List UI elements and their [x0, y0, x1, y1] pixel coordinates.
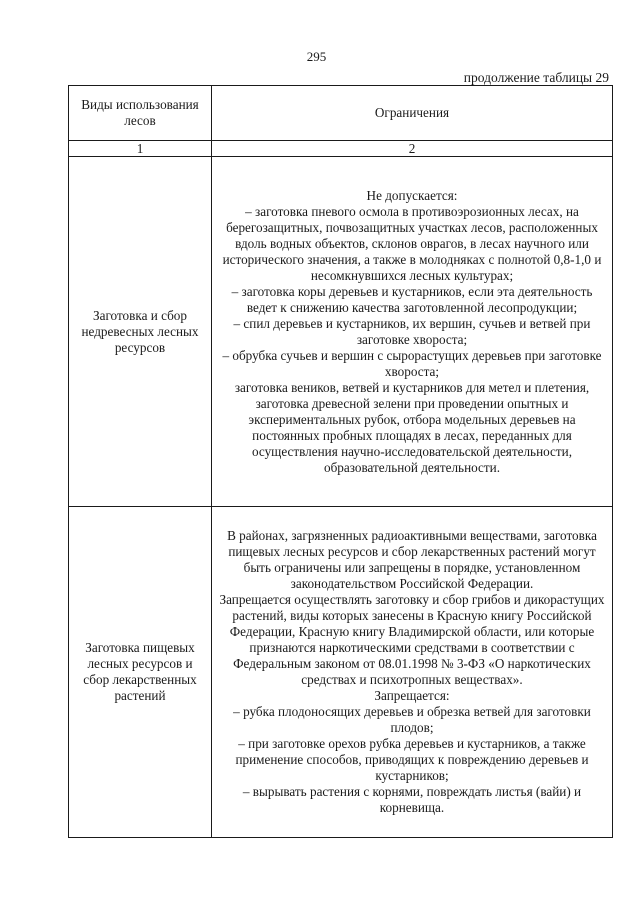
usage-type-cell	[69, 507, 212, 838]
restrictions-cell	[212, 157, 613, 507]
restriction-line: – спил деревьев и кустарников, их вершин, сучьев и ветвей при заготовке хвороста;	[233, 315, 591, 347]
restriction-line: В районах, загрязненных радиоактивными веществами, заготовка пищевых лесных ресурсов и сбор лекарственных растений могут быть ограничены или запрещены в порядке, установленном законодательством Российской Федерации.	[227, 528, 597, 591]
restriction-line: – заготовка коры деревьев и кустарников, если эта деятельность ведет к снижению качества заготовленной лесопродукции;	[231, 283, 593, 315]
restriction-line: Запрещается осуществлять заготовку и сбор грибов и дикорастущих растений, виды которых занесены в Красную книгу Российской Федерации, Красную книгу Владимирской области, или которые признаются наркотическими средствами в соответствии с Федеральным законом от 08.01.1998 № 3-ФЗ «О наркотических средствах и психотропных веществах».	[219, 592, 605, 687]
restriction-line: – вырывать растения с корнями, повреждать листья (вайи) и корневища.	[242, 784, 582, 815]
restriction-line: – рубка плодоносящих деревьев и обрезка ветвей для заготовки плодов;	[233, 704, 591, 735]
table-continuation-label: продолжение таблицы 29	[463, 70, 609, 85]
page-number: 295	[306, 49, 327, 64]
restriction-line: – обрубка сучьев и вершин с сырорастущих деревьев при заготовке хвороста;	[222, 347, 602, 379]
column-number-row	[69, 141, 613, 157]
restriction-line: заготовка веников, ветвей и кустарников для метел и плетения, заготовка древесной зелени при проведении опытных и экспериментальных рубок, отбора модельных деревьев на постоянных пробных площадях в лесах, переданных для осуществления научно-исследовательской деятельности, образовательной деятельности.	[234, 379, 590, 475]
column-number-2: 2	[212, 141, 613, 157]
table-row	[69, 507, 613, 838]
header-restrictions-text: Ограничения	[374, 105, 450, 120]
restrictions-table	[68, 85, 613, 838]
table-header-row	[69, 86, 613, 141]
restriction-line: – заготовка пневого осмола в противоэрозионных лесах, на берегозащитных, почвозащитных участках лесов, расположенных вдоль водных объектов, склонов оврагов, в лесах научного или исторического значения, а также в молодняках с полнотой 0,8-1,0 и несомкнувшихся лесных культурах;	[222, 203, 602, 283]
restrictions-cell	[212, 507, 613, 838]
table-row	[69, 157, 613, 507]
restriction-line: Не допускается:	[366, 187, 458, 203]
header-usage-types-text: Виды использования лесов	[81, 97, 199, 128]
column-number-1: 1	[69, 141, 212, 157]
header-usage-types	[69, 86, 212, 141]
header-restrictions	[212, 86, 613, 141]
usage-type-text: Заготовка пищевых лесных ресурсов и сбор лекарственных растений	[83, 640, 197, 703]
restriction-line: Запрещается:	[374, 688, 450, 703]
usage-type-cell	[69, 157, 212, 507]
usage-type-text: Заготовка и сбор недревесных лесных ресурсов	[81, 307, 199, 355]
restriction-line: – при заготовке орехов рубка деревьев и кустарников, а также применение способов, приводящих к повреждению деревьев и кустарников;	[235, 736, 589, 783]
